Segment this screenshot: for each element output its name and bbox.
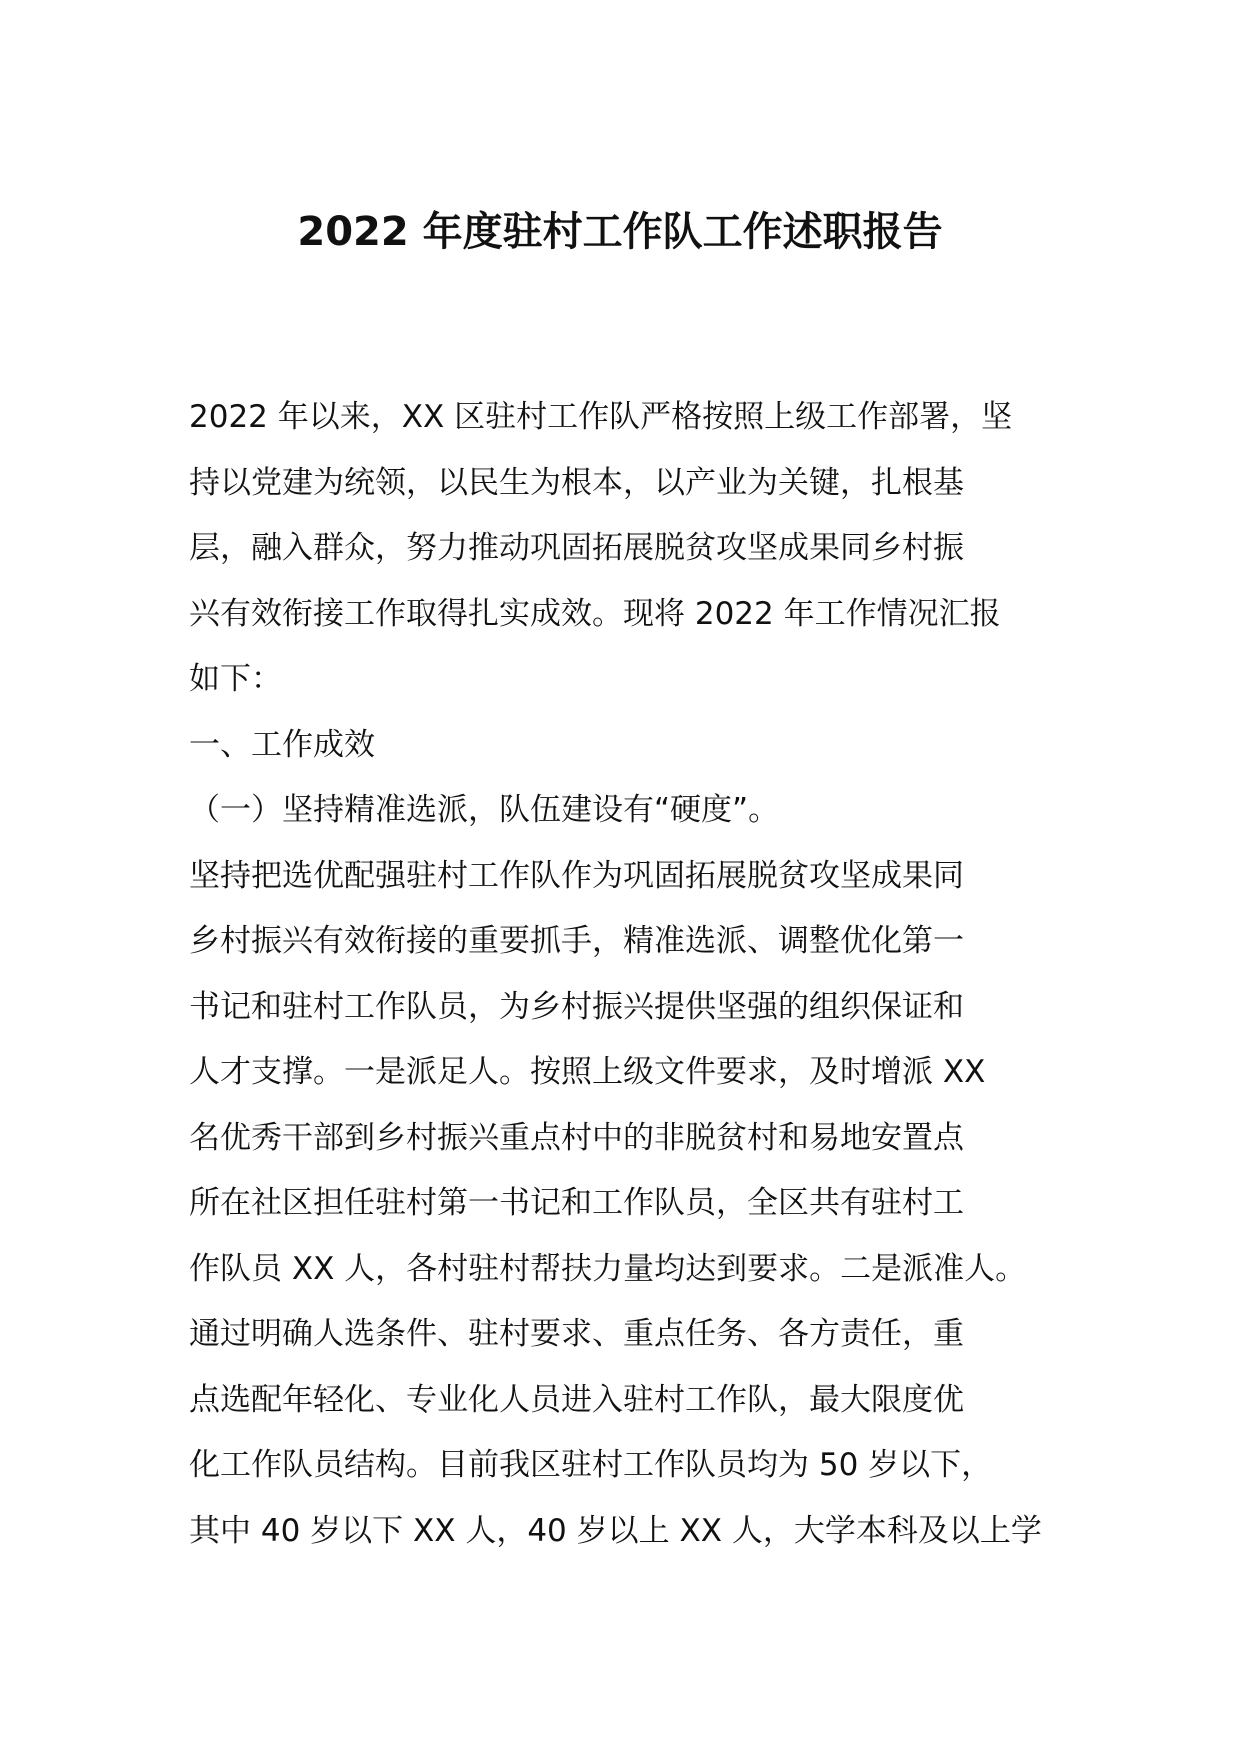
text-line: 持以党建为统领，以民生为根本，以产业为关键，扎根基 xyxy=(189,464,964,501)
text-line: 其中 40 岁以下 XX 人，40 岁以上 XX 人，大学本科及以上学 xyxy=(189,1512,1042,1549)
text-line: 坚持把选优配强驻村工作队作为巩固拓展脱贫攻坚成果同 xyxy=(189,857,964,894)
text-line: 乡村振兴有效衔接的重要抓手，精准选派、调整优化第一 xyxy=(189,923,964,959)
text-line: 名优秀干部到乡村振兴重点村中的非脱贫村和易地安置点 xyxy=(189,1119,964,1156)
text-line: 化工作队员结构。目前我区驻村工作队员均为 50 岁以下， xyxy=(189,1447,993,1483)
text-line: 层，融入群众，努力推动巩固拓展脱贫攻坚成果同乡村振 xyxy=(189,530,964,566)
text-line: 人才支撑。一是派足人。按照上级文件要求，及时增派 XX xyxy=(189,1054,986,1090)
text-line: 书记和驻村工作队员，为乡村振兴提供坚强的组织保证和 xyxy=(189,988,964,1025)
document-title: 2022 年度驻村工作队工作述职报告 xyxy=(297,209,943,255)
text-line: 兴有效衔接工作取得扎实成效。现将 2022 年工作情况汇报 xyxy=(189,595,1001,632)
text-line: 所在社区担任驻村第一书记和工作队员，全区共有驻村工 xyxy=(189,1185,964,1221)
text-line: 作队员 XX 人，各村驻村帮扶力量均达到要求。二是派准人。 xyxy=(189,1250,1027,1287)
text-line: 2022 年以来，XX 区驻村工作队严格按照上级工作部署，坚 xyxy=(189,399,1013,435)
subsection-heading: （一）坚持精准选派，队伍建设有“硬度”。 xyxy=(189,792,780,828)
text-line: 点选配年轻化、专业化人员进入驻村工作队，最大限度优 xyxy=(189,1381,964,1418)
text-line: 如下： xyxy=(189,661,282,697)
section-heading: 一、工作成效 xyxy=(189,726,375,763)
text-line: 通过明确人选条件、驻村要求、重点任务、各方责任，重 xyxy=(189,1316,964,1352)
document-body xyxy=(189,385,1069,1564)
